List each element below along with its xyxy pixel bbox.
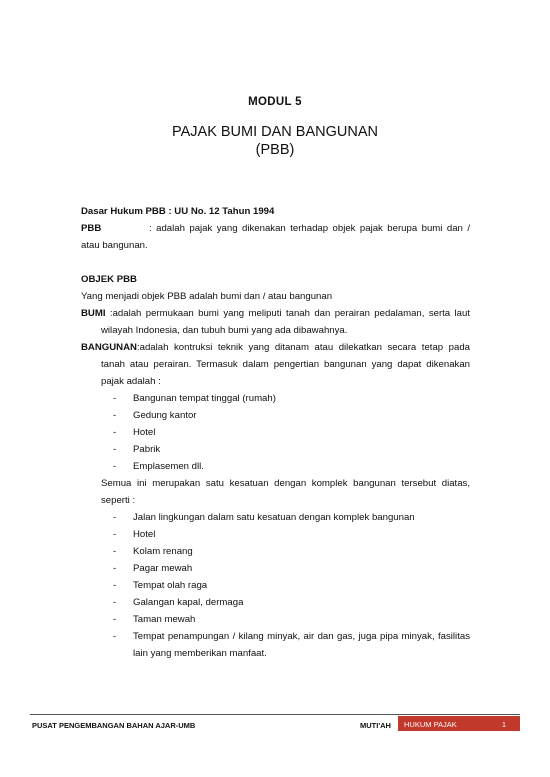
building-list xyxy=(81,390,470,475)
document-body xyxy=(81,203,470,662)
footer-subject-label: HUKUM PAJAK xyxy=(404,720,457,729)
facility-list xyxy=(81,509,470,662)
list-item: - Pabrik xyxy=(113,444,161,455)
module-title: MODUL 5 xyxy=(248,96,302,108)
list-item: - Bangunan tempat tinggal (rumah) xyxy=(113,393,276,404)
bumi-def: :adalah permukaan bumi yang meliputi tanah dan perairan pedalaman, serta laut wilayah Indonesia, dan tubuh bumi yang ada dibawahnya. xyxy=(101,308,470,336)
objek-intro: Yang menjadi objek PBB adalah bumi dan / atau bangunan xyxy=(81,291,333,302)
footer-divider xyxy=(30,714,520,715)
list-item: - Gedung kantor xyxy=(113,410,197,421)
legal-basis: Dasar Hukum PBB : UU No. 12 Tahun 1994 xyxy=(81,206,275,217)
list-item: - Hotel xyxy=(113,529,156,540)
list-item: - Galangan kapal, dermaga xyxy=(113,597,244,608)
bangunan-definition xyxy=(81,339,470,390)
title-line-2: (PBB) xyxy=(255,142,295,158)
list-item: - Hotel xyxy=(113,427,156,438)
footer-subject-tag xyxy=(398,716,520,731)
page-title xyxy=(0,123,550,159)
footer-institution: PUSAT PENGEMBANGAN BAHAN AJAR-UMB xyxy=(32,721,196,730)
objek-heading: OBJEK PBB xyxy=(81,274,137,285)
bangunan-def: :adalah kontruksi teknik yang ditanam atau dilekatkan secara tetap pada tanah atau perairan. Termasuk dalam pengertian bangunan yang dapat dikenakan pajak adalah : xyxy=(101,342,470,387)
list-item: - Jalan lingkungan dalam satu kesatuan dengan komplek bangunan xyxy=(113,512,415,523)
list-item: - Tempat penampungan / kilang minyak, air dan gas, juga pipa minyak, fasilitas lain yang memberikan manfaat. xyxy=(113,631,470,659)
page-footer xyxy=(30,716,520,734)
pbb-term: PBB xyxy=(81,223,102,234)
list-item: - Kolam renang xyxy=(113,546,193,557)
bangunan-term: BANGUNAN xyxy=(81,342,137,353)
list-item: - Emplasemen dll. xyxy=(113,461,204,472)
page-number: 1 xyxy=(501,720,506,729)
pbb-def: : adalah pajak yang dikenakan terhadap objek pajak berupa bumi dan / atau bangunan. xyxy=(81,223,470,251)
list-item: - Tempat olah raga xyxy=(113,580,208,591)
semua-text: Semua ini merupakan satu kesatuan dengan komplek bangunan tersebut diatas, seperti : xyxy=(101,478,470,506)
bumi-term: BUMI xyxy=(81,308,106,319)
title-line-1: PAJAK BUMI DAN BANGUNAN xyxy=(172,124,378,140)
bumi-definition xyxy=(81,305,470,339)
list-item: - Pagar mewah xyxy=(113,563,193,574)
footer-author: MUTI'AH xyxy=(360,721,391,730)
list-item: - Taman mewah xyxy=(113,614,196,625)
